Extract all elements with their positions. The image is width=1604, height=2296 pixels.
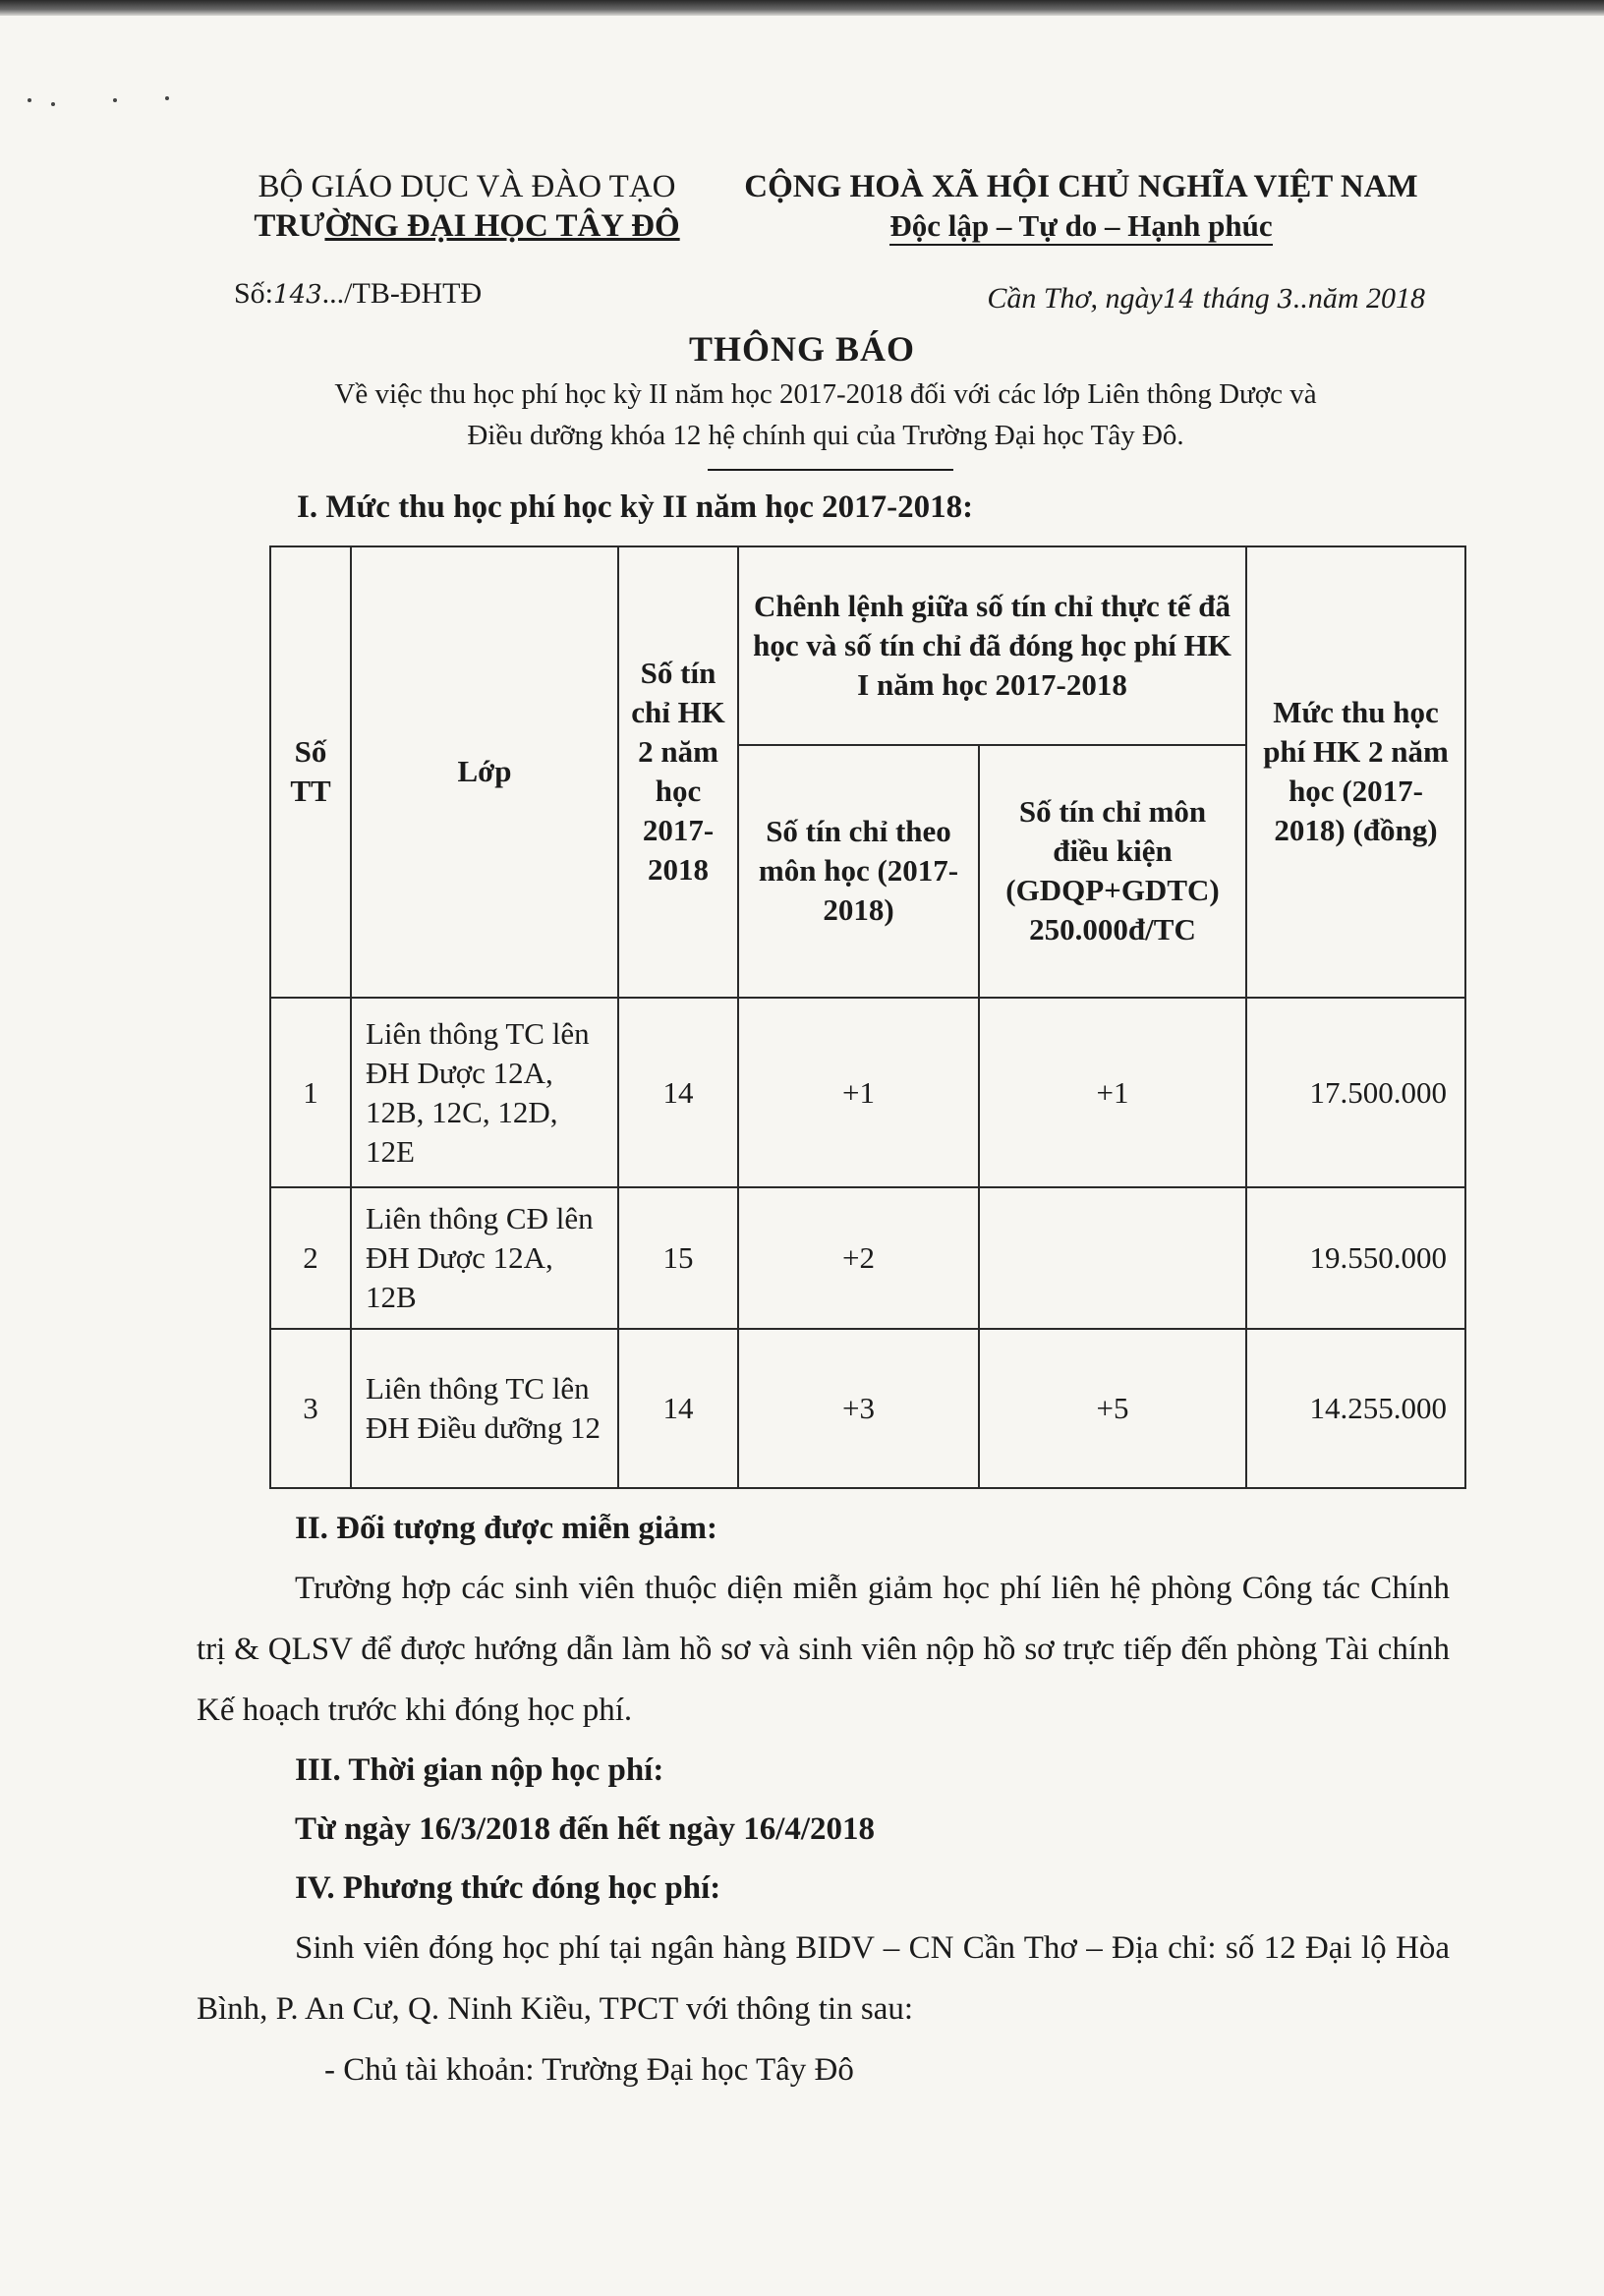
cell-diff-subject: +3	[738, 1329, 979, 1488]
cell-credits: 14	[618, 998, 738, 1188]
section-3-heading: III. Thời gian nộp học phí:	[295, 1752, 664, 1788]
header-diff-conditional: Số tín chỉ môn điều kiện (GDQP+GDTC) 250.000đ/TC	[979, 745, 1246, 998]
table-row	[270, 1329, 1465, 1488]
tuition-table	[269, 545, 1466, 1489]
national-header	[727, 167, 1435, 246]
cell-diff-conditional	[979, 1187, 1246, 1328]
document-title: THÔNG BÁO	[688, 329, 916, 369]
cell-diff-conditional: +5	[979, 1329, 1246, 1488]
cell-class: Liên thông CĐ lên ĐH Dược 12A, 12B	[351, 1187, 618, 1328]
cell-class: Liên thông TC lên ĐH Điều dưỡng 12	[351, 1329, 618, 1488]
header-class: Lớp	[351, 546, 618, 998]
scan-top-edge	[0, 0, 1604, 16]
school-name-underlined: ỜNG ĐẠI HỌC TÂY ĐÔ	[324, 208, 680, 244]
section-2-text: Trường hợp các sinh viên thuộc diện miễn giảm học phí liên hệ phòng Công tác Chính trị & QLSV để được hướng dẫn làm hồ sơ và sinh viên nộp hồ sơ trực tiếp đến phòng Tài chính Kế hoạch trước khi đóng học phí.	[197, 1571, 1450, 1728]
section-4-text: Sinh viên đóng học phí tại ngân hàng BIDV – CN Cần Thơ – Địa chỉ: số 12 Đại lộ Hòa Bình, P. An Cư, Q. Ninh Kiều, TPCT với thông tin sau:	[197, 1930, 1450, 2027]
section-1-heading: I. Mức thu học phí học kỳ II năm học 2017-2018:	[297, 489, 974, 525]
title-divider	[708, 469, 953, 471]
handwritten-month: 3	[1277, 285, 1293, 315]
cell-stt: 1	[270, 998, 351, 1188]
country-name: CỘNG HOÀ XÃ HỘI CHỦ NGHĨA VIỆT NAM	[744, 169, 1418, 204]
ministry-name: BỘ GIÁO DỤC VÀ ĐÀO TẠO	[258, 169, 676, 204]
national-motto: Độc lập – Tự do – Hạnh phúc	[727, 206, 1435, 246]
cell-stt: 3	[270, 1329, 351, 1488]
header-diff-subject: Số tín chỉ theo môn học (2017-2018)	[738, 745, 979, 998]
cell-diff-subject: +2	[738, 1187, 979, 1328]
scan-speck	[113, 98, 117, 102]
cell-diff-conditional: +1	[979, 998, 1246, 1188]
issuer-header	[236, 167, 698, 246]
school-name	[236, 206, 698, 246]
handwritten-number: 143	[273, 280, 322, 310]
header-credits: Số tín chỉ HK 2 năm học 2017-2018	[618, 546, 738, 998]
document-subject: Về việc thu học phí học kỳ II năm học 2017-2018 đối với các lớp Liên thông Dược và Điều dưỡng khóa 12 hệ chính qui của Trường Đại học Tây Đô.	[334, 378, 1317, 451]
document-number: Số:143.../TB-ĐHTĐ	[234, 277, 483, 310]
cell-credits: 15	[618, 1187, 738, 1328]
section-2-heading: II. Đối tượng được miễn giảm:	[295, 1511, 717, 1546]
document-date: Cần Thơ, ngày14 tháng 3..năm 2018	[987, 282, 1425, 315]
cell-fee: 17.500.000	[1246, 998, 1465, 1188]
cell-fee: 14.255.000	[1246, 1329, 1465, 1488]
header-fee: Mức thu học phí HK 2 năm học (2017-2018) (đồng)	[1246, 546, 1465, 998]
header-stt: Số TT	[270, 546, 351, 998]
table-row	[270, 998, 1465, 1188]
cell-class: Liên thông TC lên ĐH Dược 12A, 12B, 12C, 12D, 12E	[351, 998, 618, 1188]
scan-speck	[165, 96, 169, 100]
scan-speck	[51, 102, 55, 106]
section-3-text: Từ ngày 16/3/2018 đến hết ngày 16/4/2018	[295, 1811, 876, 1847]
account-holder-line: - Chủ tài khoản: Trường Đại học Tây Đô	[324, 2052, 854, 2088]
cell-credits: 14	[618, 1329, 738, 1488]
scan-speck	[28, 98, 31, 102]
cell-diff-subject: +1	[738, 998, 979, 1188]
cell-stt: 2	[270, 1187, 351, 1328]
document-body	[197, 1499, 1450, 2100]
header-credit-difference: Chênh lệnh giữa số tín chỉ thực tế đã học và số tín chỉ đã đóng học phí HK I năm học 2017-2018	[738, 546, 1246, 745]
table-row	[270, 1187, 1465, 1328]
cell-fee: 19.550.000	[1246, 1187, 1465, 1328]
handwritten-day: 14	[1162, 285, 1195, 315]
section-4-heading: IV. Phương thức đóng học phí:	[295, 1870, 721, 1906]
school-name-prefix: TRƯ	[254, 208, 325, 244]
